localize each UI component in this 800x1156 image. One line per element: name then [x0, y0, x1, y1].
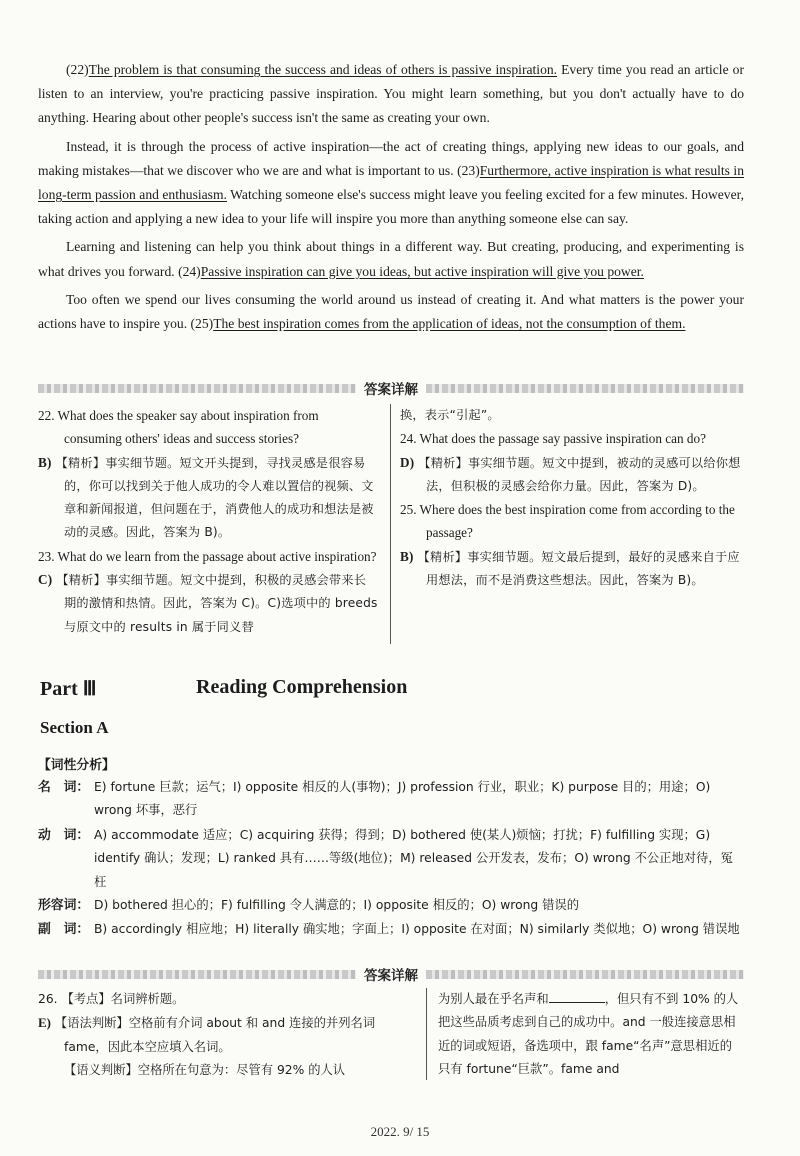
answer-key: B): [38, 454, 52, 470]
answer-key: B): [400, 548, 414, 564]
passage-text: Too often we spend our lives consuming the world around us instead of creating it. And what matters is the power your actions have to inspire you.: [38, 291, 744, 332]
adjective-label: 形容词：: [38, 898, 90, 913]
page-footer: 2022. 9/ 15: [370, 1124, 430, 1139]
answer-key: E): [38, 1015, 51, 1031]
passage-text: Every time you read an article or listen to an interview, you're practicing passive inspiration. You might learn something, but you don't actually have to do anything. Hearing about other people's success isn't the same as creating your own.: [38, 62, 744, 126]
answer-text: 【精析】事实细节题。短文中提到，被动的灵感可以给你想法，但积极的灵感会给你力量。因此，答案为 D)。: [418, 455, 741, 493]
underlined-sentence-24: Passive inspiration can give you ideas, but active inspiration will give you power.: [200, 263, 644, 279]
question-26-explanation: [38, 988, 744, 1098]
adjective-text: D) bothered 担心的；F) fulfilling 令人满意的；I) opposite 相反的；O) wrong 错误的: [94, 898, 579, 912]
meaning-judgement: 【语义判断】空格所在句意为：尽管有 92% 的人认: [64, 1062, 346, 1077]
q26-text: ，但只有不到 10% 的人把这些品质考虑到自己的成功中。and 一般连接意思相近的词或短语，备选项中，跟 fame“名声”意思相近的只有 fortune“巨款”。fame and: [438, 992, 739, 1076]
q26-grammar: [38, 1011, 408, 1059]
answer-23: [38, 568, 378, 639]
listening-passage: [38, 58, 744, 340]
question-number: (23): [457, 162, 480, 178]
passage-paragraph-2: [38, 135, 744, 232]
word-class-heading: 【词性分析】: [38, 758, 115, 773]
passage-paragraph-1: [38, 58, 744, 131]
divider-bar: [426, 970, 744, 979]
noun-list: [38, 776, 744, 823]
divider-bar: [38, 384, 356, 393]
grammar-judgement: 【语法判断】空格前有介词 about 和 and 连接的并列名词 fame，因此本空应填入名词。: [54, 1016, 376, 1054]
noun-label: 名 词：: [38, 780, 90, 795]
divider-bar: [426, 384, 744, 393]
answer-text: 【精析】事实细节题。短文中提到，积极的灵感会带来长期的激情和热情。因此，答案为 C)。C)选项中的 breeds 与原文中的 results in 属于同义替: [56, 573, 378, 634]
underlined-sentence-22: The problem is that consuming the success and ideas of others is passive inspiration.: [88, 62, 558, 77]
adjective-list: [38, 894, 744, 917]
question-24: 24. What does the passage say passive inspiration can do?: [400, 431, 706, 447]
q26-left-column: [38, 988, 408, 1082]
part-title: Reading Comprehension: [196, 676, 408, 698]
answers-left-column: [38, 404, 378, 639]
passage-text: Learning and listening can help you think about things in a different way. But creating, producing, and experimenting is what drives you forward.: [38, 239, 744, 279]
underlined-sentence-23: Furthermore, active inspiration is what results in long-term passion and enthusiasm.: [38, 162, 745, 203]
verb-list: [38, 824, 744, 894]
underlined-sentence-25: The best inspiration comes from the application of ideas, not the consumption of them.: [213, 316, 686, 332]
adverb-label: 副 词：: [38, 922, 90, 937]
question-25: 25. Where does the best inspiration come from according to the passage?: [400, 502, 735, 541]
answers-right-column: [400, 404, 744, 592]
question-number: (24): [178, 263, 201, 279]
answer-24: [400, 451, 744, 499]
verb-text: A) accommodate 适应；C) acquiring 获得；得到；D) bothered 使(某人)烦恼；打扰；F) fulfilling 实现；G) identify 确认；发现；L) ranked 具有……等级(地位)；M) released 公开发表，发布；O) wrong 不公正地对待，冤枉: [94, 828, 733, 889]
answer-text: 【精析】事实细节题。短文最后提到，最好的灵感来自于应用想法，而不是消费这些想法。因此，答案为 B)。: [417, 549, 740, 588]
q26-heading: 26. 【考点】名词辨析题。: [38, 992, 185, 1006]
question-number: (25): [190, 316, 214, 332]
column-divider: [426, 988, 427, 1080]
answer-23-continued: 换，表示“引起”。: [400, 408, 500, 422]
question-22: 22. What does the speaker say about inspiration from consuming others' ideas and success stories?: [38, 408, 319, 447]
adverb-text: B) accordingly 相应地；H) literally 确实地；字面上；I) opposite 在对面；N) similarly 类似地；O) wrong 错误地: [94, 922, 740, 936]
answer-25: [400, 545, 744, 593]
answer-text: 【精析】事实细节题。短文开头提到，寻找灵感是很容易的，你可以找到关于他人成功的令人难以置信的视频、文章和新闻报道，但问题在于，消费他人的成功和想法是被动的灵感。因此，答案为 B)。: [55, 455, 374, 540]
adverb-list: [38, 918, 744, 941]
answer-divider-2: [38, 964, 744, 984]
section-heading: Section A: [40, 718, 109, 737]
divider-label: 答案详解: [364, 382, 418, 398]
answer-explanations: [38, 404, 744, 662]
answer-key: C): [38, 572, 53, 588]
answer-22: [38, 451, 378, 545]
divider-label: 答案详解: [364, 968, 418, 984]
noun-text: E) fortune 巨款；运气；I) opposite 相反的人(事物)；J) profession 行业，职业；K) purpose 目的；用途；O) wrong 坏事，恶行: [94, 780, 711, 818]
part-heading: Part Ⅲ: [40, 678, 97, 700]
q26-right-column: [438, 988, 744, 1081]
passage-paragraph-3: [38, 235, 744, 283]
passage-text: Instead, it is through the process of active inspiration—the act of creating things, applying new ideas to our goals, and making mistakes—that we discover who we are and what is important to us.: [38, 138, 744, 178]
divider-bar: [38, 970, 356, 979]
q26-text: 为别人最在乎名声和: [438, 992, 549, 1006]
blank-line: [549, 990, 605, 1003]
question-number: (22): [66, 62, 89, 77]
verb-label: 动 词：: [38, 828, 90, 843]
question-23: 23. What do we learn from the passage about active inspiration?: [38, 548, 377, 564]
answer-divider: [38, 378, 744, 398]
passage-paragraph-4: [38, 288, 744, 336]
answer-key: D): [400, 454, 415, 470]
column-divider: [390, 404, 391, 644]
passage-text: Watching someone else's success might leave you feeling excited for a few minutes. However, taking action and applying a new idea to your life will inspire you more than anything someone else can say.: [38, 187, 744, 227]
